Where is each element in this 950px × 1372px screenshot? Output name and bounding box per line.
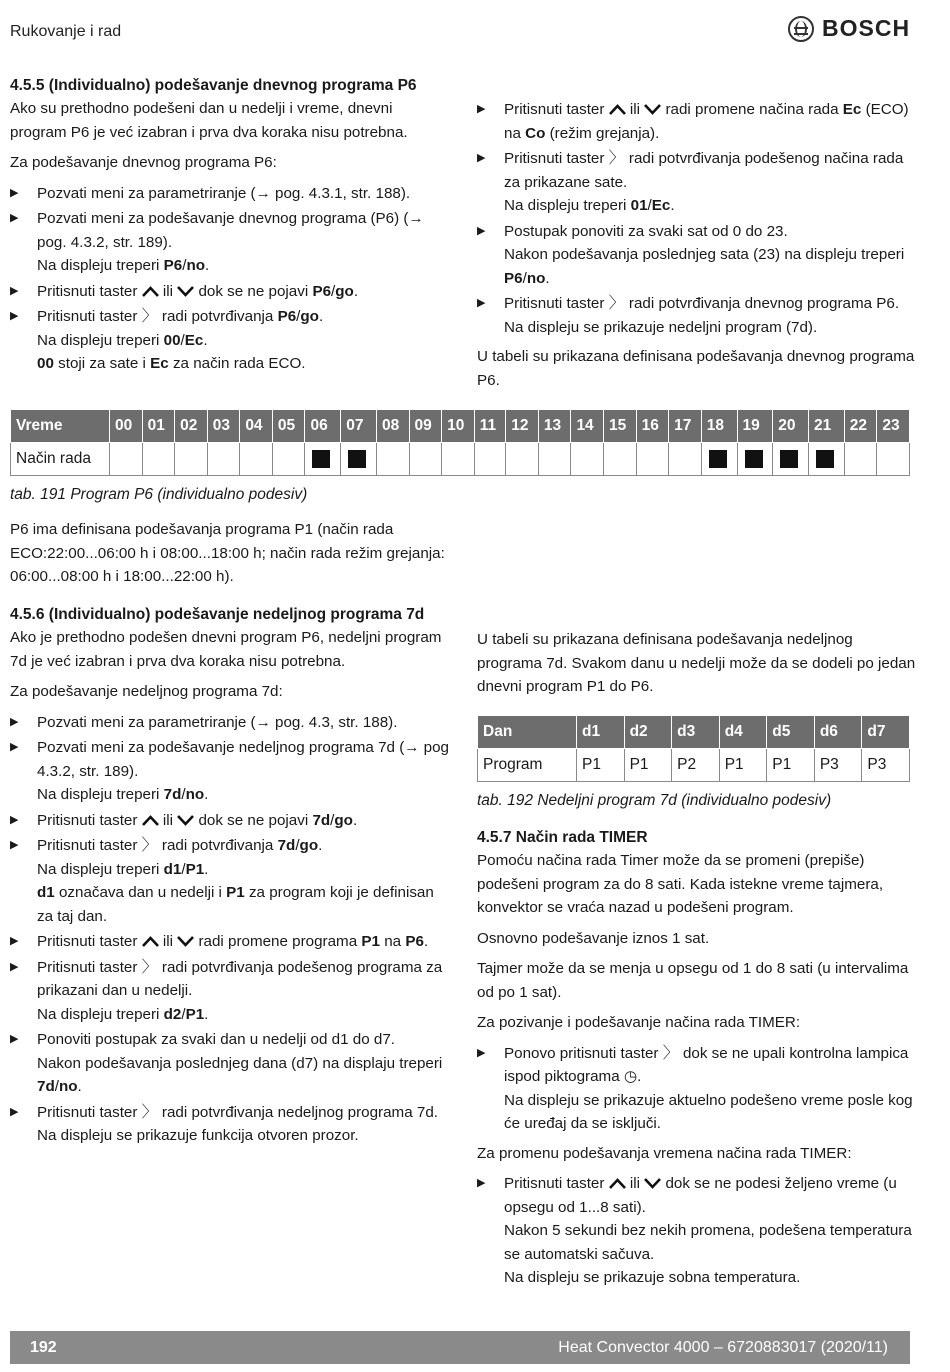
day-header-cell: d4 xyxy=(719,716,767,749)
step-list xyxy=(10,711,450,1148)
step-list xyxy=(477,98,917,339)
step-item: ▶ Pozvati meni za parametriranje (→ pog. 4.3.1, str. 188). xyxy=(10,182,450,206)
program-cell: P2 xyxy=(672,749,720,782)
section-456-right xyxy=(477,628,917,706)
mode-cell xyxy=(110,443,143,476)
hour-header-cell: 01 xyxy=(142,410,175,443)
arrow-down-icon xyxy=(644,1177,661,1189)
document-reference: Heat Convector 4000 – 6720883017 (2020/11) xyxy=(558,1339,888,1356)
day-header-cell: d2 xyxy=(624,716,672,749)
step-item: ▶ Pritisnuti taster ili radi promene programa P1 na P6. xyxy=(10,930,450,954)
step-list xyxy=(10,182,450,376)
hour-header-cell: 12 xyxy=(506,410,539,443)
step-item: ▶ Pozvati meni za parametriranje (→ pog. 4.3, str. 188). xyxy=(10,711,450,735)
day-header-cell: d1 xyxy=(577,716,625,749)
hour-header-cell: 19 xyxy=(737,410,773,443)
section-457 xyxy=(477,826,917,1296)
arrow-right-icon: 〉 xyxy=(608,295,625,312)
hour-header-cell: 22 xyxy=(844,410,877,443)
table-weekly-program xyxy=(477,715,910,782)
paragraph: U tabeli su prikazana definisana podešavanja nedeljnog programa 7d. Svakom danu u nedelji može da se dodeli po jedan dnevni program P1 do P6. xyxy=(477,631,916,695)
heating-mode-marker xyxy=(348,450,366,468)
hour-header-cell: 07 xyxy=(341,410,377,443)
hour-header-cell: 02 xyxy=(175,410,208,443)
section-456-left xyxy=(10,603,450,1154)
mode-cell xyxy=(636,443,669,476)
day-header-cell: d3 xyxy=(672,716,720,749)
section-title-456: 4.5.6 (Individualno) podešavanje nedeljnog programa 7d xyxy=(10,606,425,623)
paragraph: Za promenu podešavanja vremena načina rada TIMER: xyxy=(477,1144,852,1162)
day-header-cell: d7 xyxy=(862,716,910,749)
step-item: ▶ Pozvati meni za podešavanje dnevnog programa (P6) (→ pog. 4.3.2, str. 189). Na displeju treperi P6/no. xyxy=(10,207,450,278)
hour-header-cell: 23 xyxy=(877,410,910,443)
step-item: ▶ Postupak ponoviti za svaki sat od 0 do 23. Nakon podešavanja poslednjeg sata (23) na displeju treperi P6/no. xyxy=(477,220,917,291)
step-item: ▶ Pritisnuti taster ili dok se ne pojavi P6/go. xyxy=(10,280,450,304)
heating-mode-marker xyxy=(816,450,834,468)
table-row xyxy=(478,749,910,782)
mode-cell xyxy=(809,443,845,476)
hour-header-cell: 05 xyxy=(272,410,305,443)
hour-header-cell: 10 xyxy=(442,410,475,443)
heating-mode-marker xyxy=(780,450,798,468)
step-item: ▶ Pritisnuti taster 〉 radi potvrđivanja nedeljnog programa 7d. Na displeju se prikazuje funkcija otvoren prozor. xyxy=(10,1101,450,1148)
arrow-right-icon: 〉 xyxy=(662,1044,679,1062)
table-header-cell: Vreme xyxy=(11,410,110,443)
paragraph: U tabeli su prikazana definisana podešavanja dnevnog programa P6. xyxy=(477,348,915,389)
arrow-right-icon: 〉 xyxy=(608,150,625,167)
step-item: ▶ Pritisnuti taster 〉 radi potvrđivanja P6/go. Na displeju treperi 00/Ec. 00 stoji za sate i Ec za način rada ECO. xyxy=(10,305,450,376)
section-455-left xyxy=(10,74,450,382)
step-item: ▶ Pozvati meni za podešavanje nedeljnog programa 7d (→ pog 4.3.2, str. 189). Na displeju treperi 7d/no. xyxy=(10,736,450,807)
step-item: ▶ Pritisnuti taster 〉 radi potvrđivanja podešenog programa za prikazani dan u nedelji. Na displeju treperi d2/P1. xyxy=(10,956,450,1027)
hour-header-cell: 09 xyxy=(409,410,442,443)
mode-cell xyxy=(844,443,877,476)
paragraph: Ako su prethodno podešeni dan u nedelji i vreme, dnevni program P6 je već izabran i prva dva koraka nisu potrebna. xyxy=(10,100,408,141)
mode-cell xyxy=(207,443,240,476)
arrow-up-icon xyxy=(609,1177,626,1189)
step-item: ▶ Ponovo pritisnuti taster 〉 dok se ne upali kontrolna lampica ispod piktograma ◷. Na displeju se prikazuje aktuelno podešeno vreme posle kog će uređaj da se isključi. xyxy=(477,1042,917,1136)
arrow-down-icon xyxy=(644,103,661,115)
arrow-up-icon xyxy=(142,935,159,947)
mode-cell xyxy=(409,443,442,476)
mode-cell xyxy=(604,443,637,476)
hour-header-cell: 15 xyxy=(604,410,637,443)
heating-mode-marker xyxy=(745,450,763,468)
day-header-cell: d6 xyxy=(814,716,862,749)
hour-header-cell: 17 xyxy=(669,410,702,443)
step-list xyxy=(477,1042,917,1136)
hour-header-cell: 13 xyxy=(538,410,571,443)
bosch-logo xyxy=(788,16,910,42)
brand-name: BOSCH xyxy=(822,15,911,42)
arrow-down-icon xyxy=(177,935,194,947)
mode-cell xyxy=(571,443,604,476)
section-455-right xyxy=(477,98,917,399)
arrow-right-icon: 〉 xyxy=(141,308,158,325)
mode-cell xyxy=(773,443,809,476)
step-list xyxy=(477,1172,917,1290)
table-cell: Način rada xyxy=(11,443,110,476)
hour-header-cell: 14 xyxy=(571,410,604,443)
mode-cell xyxy=(474,443,506,476)
mode-cell xyxy=(737,443,773,476)
mode-cell xyxy=(272,443,305,476)
mode-cell xyxy=(240,443,273,476)
step-item: ▶ Pritisnuti taster ili radi promene načina rada Ec (ECO) na Co (režim grejanja). xyxy=(477,98,917,145)
arrow-up-icon xyxy=(609,103,626,115)
table-caption: tab. 191 Program P6 (individualno podesiv) xyxy=(10,486,308,503)
program-cell: P1 xyxy=(624,749,672,782)
table-p6-program xyxy=(10,409,910,476)
hour-header-cell: 04 xyxy=(240,410,273,443)
hour-header-cell: 11 xyxy=(474,410,506,443)
step-item: ▶ Pritisnuti taster 〉 radi potvrđivanja dnevnog programa P6. Na displeju se prikazuje nedeljni program (7d). xyxy=(477,292,917,339)
program-cell: P1 xyxy=(577,749,625,782)
mode-cell xyxy=(175,443,208,476)
hour-header-cell: 16 xyxy=(636,410,669,443)
hour-header-cell: 20 xyxy=(773,410,809,443)
hour-header-cell: 21 xyxy=(809,410,845,443)
table-cell: Program xyxy=(478,749,577,782)
hour-header-cell: 08 xyxy=(376,410,409,443)
arrow-right-icon: 〉 xyxy=(141,1103,158,1121)
mode-cell xyxy=(442,443,475,476)
mode-cell xyxy=(341,443,377,476)
step-item: ▶ Pritisnuti taster ili dok se ne podesi željeno vreme (u opsegu od 1...8 sati). Nakon 5 sekundi bez nekih promena, podešena temperatura se automatski sačuva. Na displeju se prikazuje sobna temperatura. xyxy=(477,1172,917,1290)
arrow-right-icon: 〉 xyxy=(141,837,158,854)
heating-mode-marker xyxy=(709,450,727,468)
page-number: 192 xyxy=(30,1339,57,1356)
p6-note xyxy=(10,518,450,596)
program-cell: P1 xyxy=(719,749,767,782)
mode-cell xyxy=(506,443,539,476)
program-cell: P3 xyxy=(862,749,910,782)
mode-cell xyxy=(305,443,341,476)
table-header-row xyxy=(11,410,910,443)
step-item: ▶ Pritisnuti taster 〉 radi potvrđivanja podešenog načina rada za prikazane sate. Na displeju treperi 01/Ec. xyxy=(477,147,917,218)
step-item: ▶ Pritisnuti taster 〉 radi potvrđivanja 7d/go. Na displeju treperi d1/P1. d1 označava dan u nedelji i P1 za program koji je definisan za taj dan. xyxy=(10,834,450,928)
step-item: ▶ Pritisnuti taster ili dok se ne pojavi 7d/go. xyxy=(10,809,450,833)
hour-header-cell: 06 xyxy=(305,410,341,443)
arrow-down-icon xyxy=(177,285,194,297)
clock-icon: ◷ xyxy=(623,1068,638,1085)
paragraph: Tajmer može da se menja u opsegu od 1 do 8 sati (u intervalima od po 1 sat). xyxy=(477,960,909,1001)
program-cell: P1 xyxy=(767,749,815,782)
paragraph: Za pozivanje i podešavanje načina rada TIMER: xyxy=(477,1014,801,1031)
section-title-455: 4.5.5 (Individualno) podešavanje dnevnog programa P6 xyxy=(10,77,417,94)
arrow-down-icon xyxy=(177,814,194,826)
mode-cell xyxy=(376,443,409,476)
mode-cell xyxy=(701,443,737,476)
hour-header-cell: 18 xyxy=(701,410,737,443)
day-header-cell: d5 xyxy=(767,716,815,749)
paragraph: Za podešavanje nedeljnog programa 7d: xyxy=(10,683,283,700)
mode-cell xyxy=(669,443,702,476)
section-title-457: 4.5.7 Način rada TIMER xyxy=(477,829,648,846)
program-cell: P3 xyxy=(814,749,862,782)
step-item: ▶ Ponoviti postupak za svaki dan u nedelji od d1 do d7. Nakon podešavanja poslednjeg dana (d7) na displaju treperi 7d/no. xyxy=(10,1028,450,1099)
paragraph: Osnovno podešavanje iznos 1 sat. xyxy=(477,929,710,947)
hour-header-cell: 03 xyxy=(207,410,240,443)
paragraph: P6 ima definisana podešavanja programa P1 (način rada ECO:22:00...06:00 h i 08:00...18:00 h; način rada režim grejanja: 06:00...08:00 h i 18:00...22:00 h). xyxy=(10,521,445,585)
paragraph: Pomoću načina rada Timer može da se promeni (prepiše) podešeni program za do 8 sati. Kada istekne vreme tajmera, konvektor se vraća nazad u podešeni program. xyxy=(477,852,884,916)
mode-cell xyxy=(142,443,175,476)
mode-cell xyxy=(877,443,910,476)
running-header: Rukovanje i rad xyxy=(10,23,122,40)
hour-header-cell: 00 xyxy=(110,410,143,443)
table-caption: tab. 192 Nedeljni program 7d (individualno podesiv) xyxy=(477,792,832,809)
bosch-armature-icon xyxy=(788,16,814,42)
arrow-right-icon: 〉 xyxy=(141,958,158,976)
heating-mode-marker xyxy=(312,450,330,468)
table-header-row xyxy=(478,716,910,749)
mode-cell xyxy=(538,443,571,476)
paragraph: Ako je prethodno podešen dnevni program P6, nedeljni program 7d je već izabran i prva dva koraka nisu potrebna. xyxy=(10,629,442,670)
paragraph: Za podešavanje dnevnog programa P6: xyxy=(10,154,277,171)
arrow-up-icon xyxy=(142,285,159,297)
table-header-cell: Dan xyxy=(478,716,577,749)
arrow-up-icon xyxy=(142,814,159,826)
table-row xyxy=(11,443,910,476)
